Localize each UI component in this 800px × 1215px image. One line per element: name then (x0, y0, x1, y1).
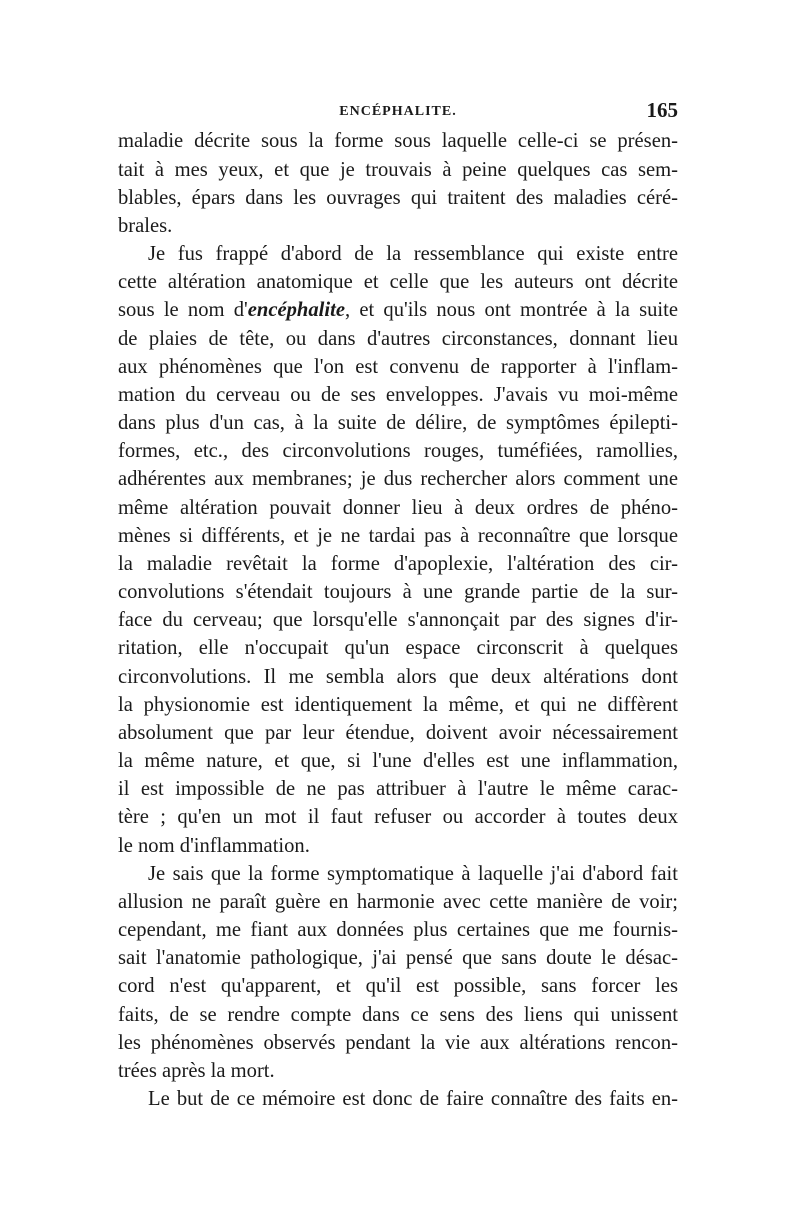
text-line-26: le nom d'inflammation. (118, 835, 310, 857)
text-line-21: la physionomie est identiquement la même, et qui ne diffèrent (118, 694, 678, 716)
text-line-11: dans plus d'un cas, à la suite de délire, de symptômes épilepti- (118, 412, 678, 434)
emphasized-term: encéphalite (247, 299, 345, 321)
text-line-15: mènes si différents, et je ne tardai pas à reconnaître que lorsque (118, 525, 678, 547)
text-line-6: cette altération anatomique et celle que les auteurs ont décrite (118, 271, 678, 293)
text-line-20: circonvolutions. Il me sembla alors que deux altérations dont (118, 666, 678, 688)
text-line-22: absolument que par leur étendue, doivent avoir nécessairement (118, 722, 678, 744)
text-line-9: aux phénomènes que l'on est convenu de rapporter à l'inflam- (118, 356, 678, 378)
text-line-30: sait l'anatomie pathologique, j'ai pensé que sans doute le désac- (118, 947, 678, 969)
text-line-3: blables, épars dans les ouvrages qui traitent des maladies céré- (118, 187, 678, 209)
text-line-19: ritation, elle n'occupait qu'un espace circonscrit à quelques (118, 637, 678, 659)
text-line-10: mation du cerveau ou de ses enveloppes. J'avais vu moi-même (118, 384, 678, 406)
text-line-12: formes, etc., des circonvolutions rouges, tuméfiées, ramollies, (118, 440, 678, 462)
text-line-1: maladie décrite sous la forme sous laquelle celle-ci se présen- (118, 130, 678, 152)
text-line-28: allusion ne paraît guère en harmonie avec cette manière de voir; (118, 891, 678, 913)
text-run: sous le nom d' (118, 299, 248, 321)
text-line-16: la maladie revêtait la forme d'apoplexie, l'altération des cir- (118, 553, 678, 575)
text-line-24: il est impossible de ne pas attribuer à l'autre le même carac- (118, 778, 678, 800)
text-line-17: convolutions s'étendait toujours à une grande partie de la sur- (118, 581, 678, 603)
text-line-4: brales. (118, 215, 173, 237)
text-run: , et qu'ils nous ont montrée à la suite (344, 299, 678, 321)
text-line-23: la même nature, et que, si l'une d'elles est une inflammation, (118, 750, 678, 772)
text-line-33: les phénomènes observés pendant la vie aux altérations rencon- (118, 1032, 678, 1054)
running-title: ENCÉPHALITE. (339, 104, 457, 119)
text-line-13: adhérentes aux membranes; je dus rechercher alors comment une (118, 468, 678, 490)
text-line-34: trées après la mort. (118, 1060, 275, 1082)
page-number: 165 (646, 98, 678, 122)
running-head (118, 96, 678, 126)
text-line-32: faits, de se rendre compte dans ce sens des liens qui unissent (118, 1004, 678, 1026)
text-line-31: cord n'est qu'apparent, et qu'il est possible, sans forcer les (118, 975, 678, 997)
text-line-29: cependant, me fiant aux données plus certaines que me fournis- (118, 919, 678, 941)
text-line-8: de plaies de tête, ou dans d'autres circonstances, donnant lieu (118, 328, 678, 350)
text-line-2: tait à mes yeux, et que je trouvais à peine quelques cas sem- (118, 159, 678, 181)
text-line-7 (118, 296, 678, 325)
text-line-25: tère ; qu'en un mot il faut refuser ou accorder à toutes deux (118, 806, 678, 828)
text-line-18: face du cerveau; que lorsqu'elle s'annonçait par des signes d'ir- (118, 609, 678, 631)
text-line-27: Je sais que la forme symptomatique à laquelle j'ai d'abord fait (148, 863, 678, 885)
text-line-14: même altération pouvait donner lieu à deux ordres de phéno- (118, 497, 678, 519)
text-line-5: Je fus frappé d'abord de la ressemblance qui existe entre (148, 243, 678, 265)
text-line-35: Le but de ce mémoire est donc de faire connaître des faits en- (148, 1088, 678, 1110)
